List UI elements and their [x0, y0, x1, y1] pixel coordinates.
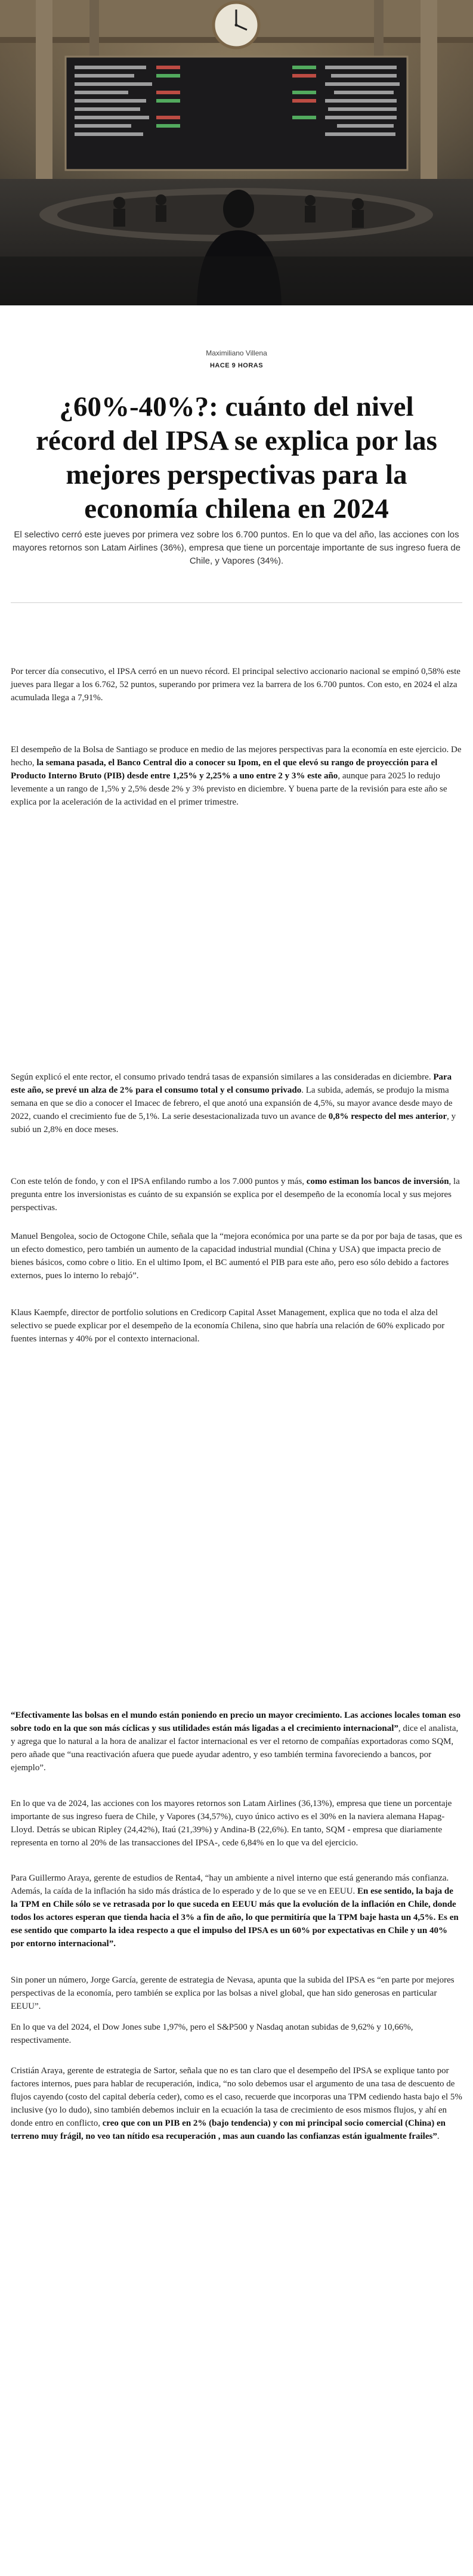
body-paragraph: [11, 1872, 462, 1950]
text-run: Cristián Araya, gerente de estrategia de Sartor, señala que no es tan claro que el desempeño del IPSA se explique tanto por factores internos, pues para hablar de recuperación, indica, “no solo debemos usar el argumento de una tasa de descuento de flujos cayendo (costo del capital debería ceder), como es el caso, recuerde que incorporas una TPM cediendo hasta bajo el 5% inclusive (yo lo dudo), sino también debemos incluir en la ecuación la tasa de crecimiento de esos mismos flujos, y ahí en donde entro en conflicto,: [11, 2066, 462, 2128]
body-paragraph: [11, 1175, 462, 1214]
body-paragraph: [11, 1230, 462, 1282]
text-run: , y subió un 2,8% en doce meses.: [11, 1112, 456, 1134]
text-run: , dice el analista, y agrega que lo natural a la hora de analizar el factor internacional es ver el retorno de compañías exportadoras como SQM, pero añade que “una reactivación afuera que puede ayudar adentro, y eso también termina favoreciendo a bancos, por ejemplo”.: [11, 1724, 459, 1773]
bold-text: 0,8% respecto del mes anterior: [328, 1112, 447, 1121]
text-run: Sin poner un número, Jorge García, gerente de estrategia de Nevasa, apunta que la subida del IPSA es “en parte por mejores perspectivas de la economía, pero también se explica por las bolsas a nivel global, que han sido generosas en particular EEUU”.: [11, 1975, 455, 2011]
body-paragraph: [11, 1071, 462, 1136]
author-name[interactable]: Maximiliano Villena: [206, 349, 267, 357]
text-run: Para Guillermo Araya, gerente de estudios de Renta4, “hay un ambiente a nivel interno que está generando más confianza. Además, la caída de la inflación ha sido más drástica de lo esperado y de lo que se ve en EEUU.: [11, 1873, 449, 1896]
text-run: El desempeño de la Bolsa de Santiago se produce en medio de las mejores perspectivas para la economía en este ejercicio. De hecho,: [11, 745, 462, 768]
text-run: . La subida, además, se produjo la misma semana en que se dio a conocer el Imacec de febrero, el que anotó una expansión de 4,5%, su mayor avance desde mayo de 2022, cuando el crecimiento fue de 5,1%. La serie desestacionalizada tuvo un avance de: [11, 1086, 453, 1121]
article-meta: [0, 349, 473, 369]
text-run: En lo que va de 2024, las acciones con los mayores retornos son Latam Airlines (36,13%), empresa que tiene un porcentaje importante de sus ingreso fuera de Chile, y Vapores (34,57%), cuyo único activo es el 30% en la naviera alemana Hapag-Lloyd. Detrás se ubican Ripley (24,42%), Itaú (21,39%) y Andina-B (22,6%). En tanto, SQM - empresa que diariamente representa en torno al 20% de las transacciones del IPSA-, cede 6,84% en lo que va del ejercicio.: [11, 1799, 452, 1848]
body-paragraph: [11, 1974, 462, 2013]
body-paragraph: [11, 1306, 462, 1346]
bold-text: como estiman los bancos de inversión: [306, 1177, 449, 1186]
hero-image: [0, 0, 473, 305]
body-paragraph: [11, 1709, 462, 1774]
divider: [11, 602, 462, 603]
text-run: Manuel Bengolea, socio de Octogone Chile, señala que la “mejora económica por una parte se da por por baja de tasas, que es un efecto domestico, pero también un aumento de la capacidad industrial mundial (China y USA) que impacta precio de bienes básicos, como cobre o litio. En el ultimo Ipom, el BC aumentó el PIB para este año, pero eso sólo debido a factores externos, pues lo interno lo rebajó”.: [11, 1232, 462, 1281]
body-paragraph: [11, 665, 462, 704]
text-run: , aunque para 2025 lo redujo levemente a un rango de 1,5% y 2,5% desde 2% y 3% previsto en diciembre. Y buena parte de la revisión para este año se explica por la aceleración de la actividad en el primer trimestre.: [11, 771, 447, 807]
publish-time: HACE 9 HORAS: [209, 362, 264, 369]
bold-text: la semana pasada, el Banco Central dio a conocer su Ipom, en el que elevó su rango de proyección para el Producto Interno Bruto (PIB) desde entre 1,25% y 2,25% a uno entre 2 y 3% este año: [11, 758, 438, 781]
body-paragraph: [11, 1797, 462, 1850]
bold-text: En ese sentido, la baja de la TPM en Chile sólo se ve retrasada por lo que suceda en EEUU más que la evolución de la inflación en Chile, donde todos los actores esperan que tienda hacia el 3% a fin de año, lo que permitiría que la TPM baje hasta un 4,5%. Es en ese sentido que comparto la idea respecto a que el impulso del IPSA es un 60% por expectativas en Chile y un 40% por entorno internacional”.: [11, 1887, 459, 1949]
text-run: .: [437, 2132, 440, 2141]
body-paragraph: [11, 2064, 462, 2143]
text-run: Por tercer día consecutivo, el IPSA cerró en un nuevo récord. El principal selectivo accionario nacional se empinó 0,58% este jueves para llegar a los 6.762, 52 puntos, superando por primera vez la barrera de los 6.700 puntos. Con esto, en 2024 el alza acumulada llega a 7,91%.: [11, 667, 460, 703]
article-lead: El selectivo cerró este jueves por primera vez sobre los 6.700 puntos. En lo que va del año, las acciones con los mayores retornos son Latam Airlines (36%), empresa que tiene un porcentaje importante de sus ingreso fuera de Chile, y Vapores (34%).: [12, 530, 461, 566]
bold-text: “Efectivamente las bolsas en el mundo están poniendo en precio un mayor crecimiento. Las acciones locales toman eso sobre todo en la que son más cíclicas y sus utilidades están más ligadas a el crecimiento internacional”: [11, 1711, 461, 1733]
text-run: Klaus Kaempfe, director de portfolio solutions en Credicorp Capital Asset Management, explica que no toda el alza del selectivo se puede explicar por el desempeño de la economía Chilena, sino que habría una relación de 60% explicado por fuentes internas y 40% por el contexto internacional.: [11, 1308, 445, 1344]
bold-text: creo que con un PIB en 2% (bajo tendencia) y con mi principal socio comercial (China) en terreno muy frágil, no veo tan nítido esa recuperación , mas aun cuando las confianzas están igualmente frailes”: [11, 2119, 446, 2141]
body-paragraph: [11, 743, 462, 809]
bold-text: Para este año, se prevé un alza de 2% para el consumo total y el consumo privado: [11, 1072, 452, 1095]
text-run: Según explicó el ente rector, el consumo privado tendrá tasas de expansión similares a las consideradas en diciembre.: [11, 1072, 434, 1082]
text-run: En lo que va del 2024, el Dow Jones sube 1,97%, pero el S&P500 y Nasdaq anotan subidas de 9,62% y 10,66%, respectivamente.: [11, 2023, 413, 2045]
body-paragraph: [11, 2021, 462, 2047]
text-run: Con este telón de fondo, y con el IPSA enfilando rumbo a los 7.000 puntos y más,: [11, 1177, 307, 1186]
text-run: , la pregunta entre los inversionistas es cuánto de su expansión se explica por el desempeño de la economía local y sus mejores perspectivas.: [11, 1177, 460, 1213]
article-headline: ¿60%-40%?: cuánto del nivel récord del IPSA se explica por las mejores perspectivas para la economía chilena en 2024: [36, 391, 437, 524]
trading-floor-illustration: [0, 0, 473, 305]
clock-icon: [214, 2, 259, 48]
